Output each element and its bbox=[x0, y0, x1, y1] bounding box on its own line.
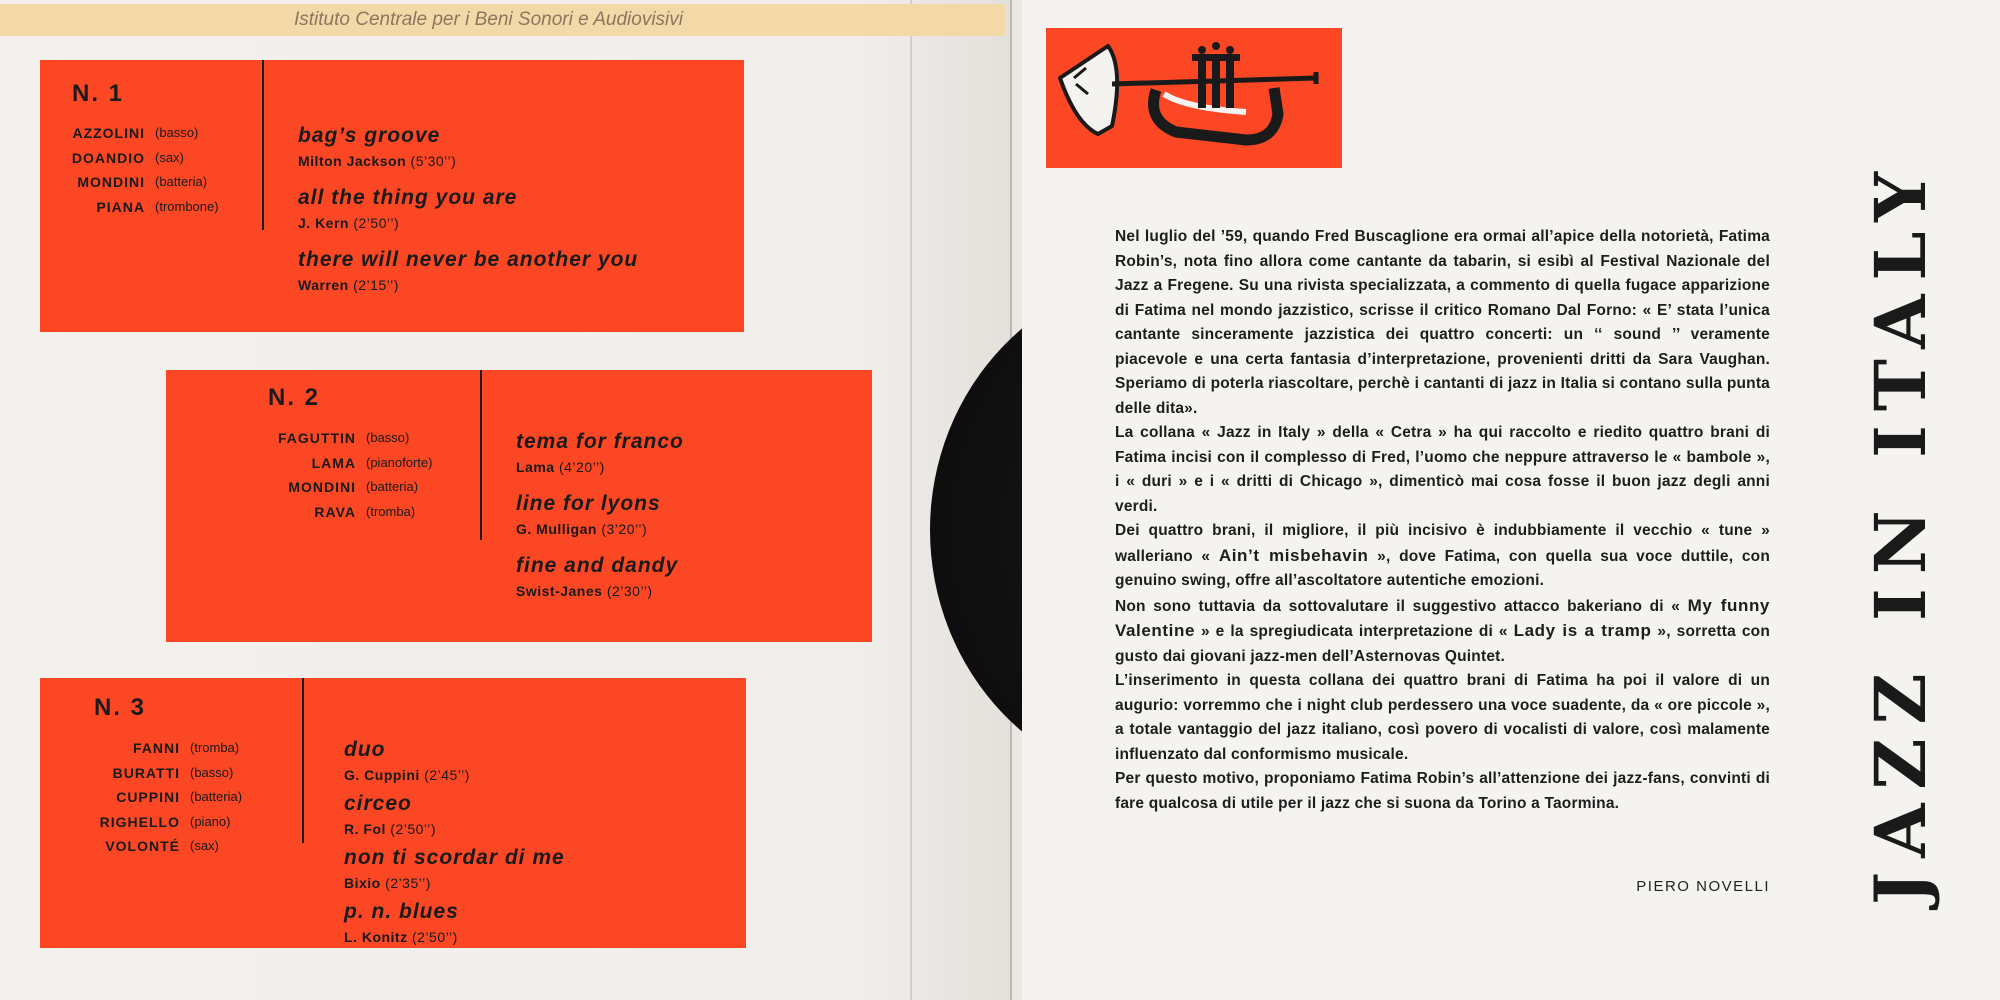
track-duration: (2’35’’) bbox=[385, 875, 431, 891]
track-item bbox=[298, 122, 638, 172]
track-composer: Milton Jackson bbox=[298, 153, 407, 169]
track-duration: (2’50’’) bbox=[390, 821, 437, 837]
track-title: bag’s groove bbox=[298, 124, 441, 147]
musician-name: FANNI bbox=[133, 740, 180, 756]
liner-note-text: », sorretta con gusto dai giovani jazz-men dell’Asternovas Quintet. bbox=[1115, 623, 1770, 665]
musician-list bbox=[166, 430, 432, 528]
track-duration: (2’50’’) bbox=[353, 215, 400, 231]
musician-name: PIANA bbox=[96, 198, 145, 215]
trumpet-panel bbox=[1046, 28, 1342, 168]
track-composer: J. Kern bbox=[298, 215, 349, 231]
liner-notes bbox=[1115, 225, 1770, 816]
musician-row bbox=[166, 479, 432, 504]
track-composer: G. Mulligan bbox=[516, 521, 597, 537]
track-list bbox=[516, 428, 684, 614]
musician-name: AZZOLINI bbox=[72, 125, 145, 141]
track-item bbox=[344, 790, 565, 840]
musician-instrument: (sax) bbox=[155, 149, 184, 165]
track-title: circeo bbox=[344, 792, 412, 815]
track-title: there will never be another you bbox=[298, 248, 639, 271]
musician-instrument: (basso) bbox=[190, 764, 234, 780]
musician-row bbox=[40, 174, 219, 199]
musician-instrument: (basso) bbox=[366, 430, 410, 445]
liner-note-paragraph bbox=[1115, 519, 1770, 594]
track-title: non ti scordar di me bbox=[344, 846, 565, 869]
track-title: duo bbox=[344, 738, 386, 761]
musician-name: RIGHELLO bbox=[99, 813, 180, 830]
track-composer: L. Konitz bbox=[344, 929, 408, 945]
musician-name: FAGUTTIN bbox=[278, 430, 356, 446]
liner-note-text: Per questo motivo, proponiamo Fatima Robin’s all’attenzione dei jazz-fans, convinti di fare qualcosa di utile per il jazz che si suona da Torino a Taormina. bbox=[1115, 770, 1770, 812]
track-duration: (2’45’’) bbox=[424, 767, 470, 783]
track-composer: Swist-Janes bbox=[516, 583, 603, 599]
musician-instrument: (batteria) bbox=[155, 174, 208, 189]
track-credit bbox=[516, 456, 684, 478]
musician-name: CUPPINI bbox=[116, 789, 180, 805]
track-item bbox=[298, 184, 638, 234]
song-title-emphasis: Ain’t misbehavin bbox=[1218, 545, 1369, 565]
track-duration: (2’50’’) bbox=[412, 929, 458, 945]
musician-row bbox=[40, 199, 219, 224]
track-duration: (4’20’’) bbox=[558, 459, 605, 475]
musician-name: BURATTI bbox=[112, 764, 180, 781]
musician-list bbox=[40, 125, 219, 223]
track-credit bbox=[516, 518, 684, 540]
musician-row bbox=[40, 838, 242, 863]
set-panel-1 bbox=[40, 60, 744, 332]
set-number: N. 1 bbox=[72, 80, 125, 107]
track-credit bbox=[344, 764, 565, 786]
track-duration: (5’30’’) bbox=[410, 153, 457, 169]
archive-watermark: Istituto Centrale per i Beni Sonori e Audiovisivi bbox=[0, 4, 1005, 36]
track-title: tema for franco bbox=[516, 430, 684, 453]
musician-instrument: (trombone) bbox=[155, 198, 219, 214]
liner-note-paragraph bbox=[1115, 225, 1770, 421]
musician-name: LAMA bbox=[311, 454, 356, 471]
panel-divider bbox=[262, 60, 264, 230]
track-item bbox=[516, 490, 684, 540]
musician-name: MONDINI bbox=[77, 174, 145, 190]
panel-divider bbox=[480, 370, 482, 540]
song-title-emphasis: Lady is a tramp bbox=[1513, 621, 1652, 640]
track-item bbox=[516, 428, 684, 478]
track-list bbox=[298, 122, 638, 308]
track-duration: (3’20’’) bbox=[601, 521, 648, 537]
liner-note-text: Nel luglio del ’59, quando Fred Buscaglione era ormai all’apice della notorietà, Fatima Robin’s, nota fino allora come cantante da tabarin, si esibì al Festival Nazionale del Jazz a Fregene. Su una rivista specializzata, a commento di quella fugace apparizione di Fatima nel mondo jazzistico, scrisse il critico Romano Dal Forno: « E’ stata l’unica cantante sinceramente jazzistica dei quattro concerti: un ‘‘ sound ’’ veramente piacevole e una certa fantasia d’interpretazione, provenienti dritti da Sara Vaughan. Speriamo di poterla riascoltare, perchè i cantanti di jazz in Italia si contano sulla punta delle dita». bbox=[1115, 228, 1770, 417]
song-title-emphasis: My funny Valentine bbox=[1115, 595, 1770, 640]
track-composer: G. Cuppini bbox=[344, 767, 420, 783]
musician-name: VOLONTÉ bbox=[105, 838, 180, 854]
track-title: fine and dandy bbox=[516, 554, 679, 577]
track-item bbox=[516, 552, 684, 602]
musician-row bbox=[40, 789, 242, 814]
liner-note-paragraph bbox=[1115, 669, 1770, 767]
musician-instrument: (batteria) bbox=[190, 789, 243, 804]
track-composer: Lama bbox=[516, 459, 555, 475]
musician-name: MONDINI bbox=[288, 479, 356, 495]
liner-note-text: » e la spregiudicata interpretazione di « bbox=[1195, 623, 1514, 640]
musician-row bbox=[166, 455, 432, 480]
liner-note-text: Non sono tuttavia da sottovalutare il suggestivo attacco bakeriano di « bbox=[1115, 597, 1688, 615]
musician-instrument: (tromba) bbox=[190, 740, 240, 755]
track-item bbox=[344, 844, 565, 894]
liner-note-text: », dove Fatima, con quella sua voce duttile, con genuino swing, offre all’ascoltatore autentiche emozioni. bbox=[1115, 547, 1771, 589]
track-duration: (2’30’’) bbox=[606, 583, 653, 599]
musician-instrument: (sax) bbox=[190, 838, 219, 853]
liner-note-paragraph bbox=[1115, 767, 1770, 816]
track-credit bbox=[298, 150, 638, 172]
author-signature: PIERO NOVELLI bbox=[1636, 878, 1770, 895]
track-item bbox=[344, 736, 565, 786]
musician-row bbox=[166, 430, 432, 455]
musician-instrument: (piano) bbox=[190, 813, 231, 829]
track-credit bbox=[516, 580, 684, 602]
musician-row bbox=[166, 504, 432, 529]
liner-note-paragraph bbox=[1115, 594, 1770, 670]
track-title: p. n. blues bbox=[344, 900, 459, 923]
set-number: N. 3 bbox=[94, 694, 147, 721]
liner-note-paragraph bbox=[1115, 421, 1770, 519]
track-item bbox=[344, 898, 565, 948]
liner-note-text: Dei quattro brani, il migliore, il più incisivo è indubbiamente il vecchio « tune » walleriano « bbox=[1115, 522, 1770, 565]
set-panel-3 bbox=[40, 678, 746, 948]
track-composer: Warren bbox=[298, 277, 349, 293]
track-credit bbox=[298, 212, 638, 234]
musician-row bbox=[40, 740, 242, 765]
musician-instrument: (tromba) bbox=[366, 503, 416, 519]
musician-instrument: (batteria) bbox=[366, 479, 419, 494]
track-credit bbox=[344, 818, 565, 840]
album-title: JAZZ IN ITALY bbox=[1859, 157, 1942, 905]
track-credit bbox=[344, 872, 565, 894]
set-panel-2 bbox=[166, 370, 872, 642]
musician-name: RAVA bbox=[314, 503, 356, 520]
musician-instrument: (pianoforte) bbox=[366, 454, 433, 470]
trumpet-illustration-icon bbox=[1046, 28, 1342, 168]
track-duration: (2’15’’) bbox=[353, 277, 399, 293]
musician-name: DOANDIO bbox=[71, 149, 145, 166]
musician-row bbox=[40, 814, 242, 839]
track-list bbox=[344, 736, 565, 952]
musician-list bbox=[40, 740, 242, 863]
musician-row bbox=[40, 765, 242, 790]
panel-divider bbox=[302, 678, 304, 843]
track-title: all the thing you are bbox=[298, 186, 518, 209]
musician-instrument: (basso) bbox=[155, 125, 199, 140]
track-credit bbox=[298, 274, 638, 296]
liner-note-text: L’inserimento in questa collana dei quattro brani di Fatima ha poi il valore di un augurio: vorremmo che i night club perdessero una voce suadente, da « ore piccole », a totale vantaggio del jazz italiano, così povero di vocalisti di valore, così malamente influenzato dal conformismo musicale. bbox=[1115, 672, 1770, 763]
fold-crease bbox=[910, 0, 912, 1000]
track-title: line for lyons bbox=[516, 492, 661, 515]
track-item bbox=[298, 246, 638, 296]
musician-row bbox=[40, 150, 219, 175]
liner-note-text: La collana « Jazz in Italy » della « Cetra » ha qui raccolto e riedito quattro brani di Fatima incisi con il complesso di Fred, l’uomo che neppure attraverso le « bambole », i « duri » e i « dritti di Chicago », dimenticò mai cosa fosse il buon jazz degli anni verdi. bbox=[1115, 424, 1770, 515]
set-number: N. 2 bbox=[268, 384, 321, 411]
track-composer: Bixio bbox=[344, 875, 381, 891]
track-composer: R. Fol bbox=[344, 821, 386, 837]
track-credit bbox=[344, 926, 565, 948]
musician-row bbox=[40, 125, 219, 150]
